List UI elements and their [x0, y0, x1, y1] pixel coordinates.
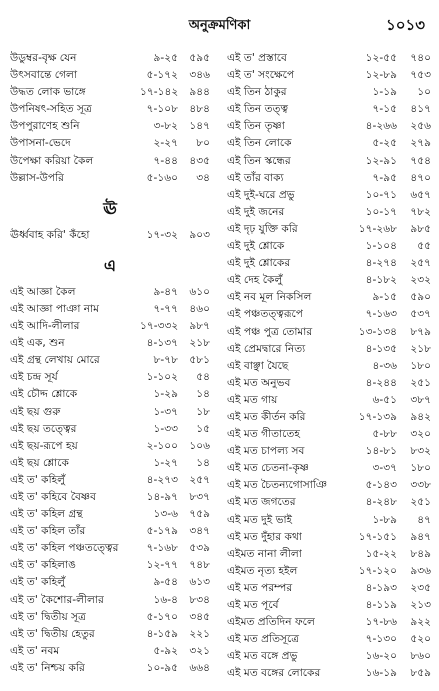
entry-page: ৫৮১ [189, 354, 210, 367]
index-entry [10, 660, 210, 677]
entry-reference: ১০-১৭ [365, 205, 397, 218]
entry-reference: ৭-৯৫ [372, 171, 397, 184]
index-entry [10, 421, 210, 438]
entry-text: এই মত পূর্বে [227, 599, 279, 611]
index-entry [227, 50, 431, 67]
entry-text: এই মত অনুভব [227, 376, 291, 389]
entry-reference: ৪-২৬৬ [365, 120, 397, 133]
entry-text: এই ত' দ্বিতীয় সূত্র [10, 610, 86, 623]
entry-page: ৮৩৭ [189, 490, 210, 503]
entry-text: এই মত বঙ্গে প্রভু [227, 650, 298, 663]
entry-text: উল্লাস-উপরি [10, 171, 64, 184]
entry-page: ৭৮২ [410, 205, 431, 218]
entry-page: ২১৩ [410, 599, 431, 611]
entry-reference: ১৬-১৯ [365, 667, 397, 680]
entry-text: এই দুই জনের [227, 205, 285, 218]
entry-text: এই মত গীতাতেহ [227, 428, 300, 441]
index-entry [10, 523, 210, 540]
entry-page: ১৮ [196, 405, 210, 418]
index-entry [10, 135, 210, 152]
entry-text: এই মত চেতনা-কৃষ্ণ [227, 462, 309, 475]
index-column-left [10, 50, 210, 677]
entry-reference: ২-১০০ [146, 439, 178, 452]
entry-reference: ১-২৭ [153, 456, 178, 469]
index-entry [227, 324, 431, 341]
entry-page: ১৫ [196, 422, 210, 435]
entry-text: এই মত গায় [227, 393, 278, 406]
entry-page: ৫৪ [196, 371, 210, 384]
entry-reference: ১-৩৩ [153, 422, 178, 435]
index-entry [10, 489, 210, 506]
entry-reference: ১৩-১৩৪ [358, 325, 397, 338]
entry-text: এই আদি-লীলার [10, 320, 80, 333]
index-entry [227, 597, 431, 614]
entry-text: এই আজ্ঞা পাঞা নাম [10, 302, 100, 315]
entry-text: এই চন্দ্র সূর্য [10, 371, 58, 384]
entry-text: এই মত পরম্পর [227, 581, 293, 594]
index-entry [227, 443, 431, 460]
entry-text: এই তিন তত্ত্ব [227, 103, 289, 116]
entry-reference: ৪-২৭৩ [146, 473, 178, 486]
index-entry [10, 227, 210, 244]
entry-reference: ৪-১৩৫ [365, 342, 397, 355]
entry-text: এই মত প্রতিসূত্রে [227, 633, 300, 646]
index-entry [10, 170, 210, 187]
section-letter-uu: ঊ [103, 198, 117, 218]
entry-page: ২২১ [189, 627, 210, 640]
entry-page: ৬১০ [189, 285, 210, 298]
index-entry [10, 50, 210, 67]
index-entry [227, 546, 431, 563]
entry-reference: ১-১৯ [372, 86, 397, 99]
index-entry [227, 614, 431, 631]
entry-page: ২৫৬ [410, 120, 431, 133]
entry-page: ৬১৩ [189, 576, 210, 589]
entry-text: উৎসবান্তে গেলা [10, 69, 78, 82]
entry-reference: ১০-৯৫ [146, 661, 178, 674]
entry-page: ১৮০ [410, 462, 431, 475]
entry-reference: ১২-৭৭ [146, 559, 178, 572]
entry-reference: ১৬-৪ [153, 593, 178, 606]
index-entry [227, 67, 431, 84]
entry-text: এইমত প্রতিদিন ফলে [227, 616, 315, 629]
entry-text: উপপুরাণেহ শুনি [10, 120, 80, 133]
index-entry [227, 118, 431, 135]
index-entry [10, 84, 210, 101]
entry-page: ৬৫৭ [410, 188, 431, 201]
index-entry [10, 118, 210, 135]
entry-page: ৩৪৭ [189, 525, 210, 538]
entry-reference: ৯-৪৭ [153, 285, 178, 298]
entry-text: উপনিষৎ-সহিত সূত্র [10, 103, 92, 116]
entry-reference: ১৩-৬ [153, 508, 178, 521]
entry-text: এই ত' প্রস্তাবে [227, 52, 287, 64]
index-entry [227, 631, 431, 648]
entry-page: ১০ [417, 86, 431, 99]
entry-text: এই ত' নবম [10, 644, 60, 657]
entry-text: এই ছয় শ্লোকে [10, 456, 69, 469]
index-group-e-continued [227, 50, 431, 682]
index-entry [227, 392, 431, 409]
entry-text: এই তিন তৃষ্ণা [227, 120, 285, 133]
entry-page: ১৪ [196, 388, 210, 401]
entry-text: এই বাঞ্ছা যৈছে [227, 359, 289, 372]
entry-reference: ৫-১৭৯ [146, 525, 178, 538]
index-column-right [227, 50, 431, 682]
entry-text: এই তিন লোকে [227, 137, 292, 150]
entry-page: ৭৫৩ [410, 69, 431, 82]
entry-page: ২৩৫ [410, 581, 431, 594]
entry-page: ৮৩৪ [189, 593, 210, 606]
index-entry [227, 272, 431, 289]
index-entry [10, 455, 210, 472]
entry-text: এই ত' কহিবে বৈষ্ণব [10, 490, 96, 503]
entry-text: এই তাঁর বাক্য [227, 171, 284, 184]
entry-page: ২৫৭ [410, 257, 431, 270]
entry-reference: ১-২৯ [153, 388, 178, 401]
entry-page: ৩৪ [196, 171, 210, 184]
entry-reference: ১৪-৯৭ [146, 490, 178, 503]
index-entry [227, 665, 431, 682]
entry-page: ৪৭০ [410, 171, 431, 184]
entry-text: এই ত' কৈশোর-লীলার [10, 593, 104, 606]
entry-page: ৯৪৭ [410, 530, 431, 543]
entry-page: ৩৮৭ [410, 393, 431, 406]
entry-page: ১৪ [196, 456, 210, 469]
entry-page: ৯৪২ [410, 410, 431, 423]
entry-reference: ৪-১৩৭ [146, 337, 178, 350]
entry-page: ৯৮৭ [189, 320, 210, 333]
entry-reference: ১৭-৩২ [146, 228, 178, 241]
entry-text: এই তিন স্কন্ধের [227, 154, 291, 167]
entry-text: উদ্ধত লোক ভাঙ্গে [10, 86, 86, 99]
entry-reference: ২-২৭ [153, 137, 178, 150]
index-entry [227, 529, 431, 546]
index-entry [10, 438, 210, 455]
entry-page: ৫৩৯ [189, 542, 210, 555]
entry-reference: ১৭-২৬৮ [358, 222, 397, 235]
index-entry [227, 563, 431, 580]
entry-text: এই পঞ্চ পুত্র তোমার [227, 325, 313, 338]
entry-page: ৮০ [196, 137, 210, 150]
index-entry [227, 101, 431, 118]
entry-page: ২৫১ [410, 496, 431, 509]
entry-text: এই তিন ঠাকুর [227, 86, 287, 99]
entry-text: এই ত' কহিল পঞ্চতত্ত্বের [10, 542, 119, 555]
entry-page: ৫৯০ [410, 291, 431, 304]
entry-reference: ৪-১৫৯ [146, 627, 178, 640]
entry-text: এই মত চাপল্য সব [227, 445, 305, 458]
index-entry [10, 301, 210, 318]
entry-page: ৮৭৯ [410, 325, 431, 338]
entry-page: ৫২০ [410, 633, 431, 646]
entry-text: এই মত জগতের [227, 496, 296, 509]
entry-text: এই মত বঙ্গের লোকের [227, 667, 321, 680]
entry-text: এই আজ্ঞা কৈল [10, 285, 76, 298]
index-entry [227, 477, 431, 494]
entry-text: এই গ্রন্থ লেখায় মোরে [10, 354, 100, 367]
entry-page: ৯৩৬ [410, 564, 431, 577]
entry-page: ৫৯৫ [189, 52, 210, 64]
index-group-u [10, 50, 210, 187]
index-entry [10, 506, 210, 523]
entry-page: ২১৮ [410, 342, 431, 355]
entry-reference: ৪-১৮২ [365, 274, 397, 287]
index-entry [227, 409, 431, 426]
entry-text: উডুম্বর-বৃক্ষ যেন [10, 52, 77, 64]
entry-reference: ৫-১৬০ [146, 171, 178, 184]
index-entry [10, 472, 210, 489]
entry-page: ১৮০ [410, 359, 431, 372]
entry-page: ৯২২ [410, 616, 431, 629]
entry-reference: ৯-৫৪ [153, 576, 178, 589]
entry-reference: ৫-৮৮ [372, 428, 397, 441]
entry-text: এই এক, শুন [10, 337, 65, 350]
entry-reference: ৪-২৪৮ [365, 496, 397, 509]
index-entry [227, 375, 431, 392]
index-entry [227, 170, 431, 187]
entry-page: ৪১৭ [410, 103, 431, 116]
entry-page: ৯০৩ [189, 228, 210, 241]
entry-reference: ৮-৭৮ [153, 354, 178, 367]
entry-reference: ১-১০৪ [365, 240, 397, 253]
entry-page: ৮৩২ [410, 445, 431, 458]
index-entry [10, 318, 210, 335]
entry-page: ৫৫ [417, 240, 431, 253]
entry-reference: ৬-৫১ [372, 393, 397, 406]
entry-text: এই দেহ কৈলুঁ [227, 274, 283, 287]
index-entry [10, 352, 210, 369]
entry-reference: ১৭-৩৩২ [140, 320, 179, 333]
entry-reference: ৪-২৭৪ [365, 257, 397, 270]
entry-page: ৩৩৮ [410, 479, 431, 492]
entry-page: ৩৪৬ [189, 69, 210, 82]
entry-page: ৪৬০ [189, 302, 210, 315]
entry-reference: ১৭-১৪২ [140, 86, 179, 99]
entry-page: ১০৬ [189, 439, 210, 452]
entry-text: এই নব মূল নিকসিল [227, 291, 312, 304]
index-entry [10, 284, 210, 301]
index-group-e [10, 284, 210, 677]
entry-page: ৮৪৯ [410, 547, 431, 560]
entry-reference: ৪-৩৬ [372, 359, 397, 372]
index-entry [227, 135, 431, 152]
entry-text: এই ত' কহিলুঁ [10, 576, 66, 589]
entry-text: এই পঞ্চতত্ত্বরূপে [227, 308, 303, 321]
entry-page: ২৫৭ [189, 473, 210, 486]
entry-text: এই মত দুই ভাই [227, 513, 293, 526]
entry-text: উপেক্ষা করিয়া কৈল [10, 154, 94, 167]
entry-reference: ১৭-৮৬ [365, 616, 397, 629]
index-entry [227, 512, 431, 529]
entry-text: ঊর্ধ্ববাহ করি' কঁহো [10, 228, 90, 241]
entry-reference: ৪-২৪৪ [365, 376, 397, 389]
index-entry [227, 494, 431, 511]
entry-reference: ৭-৭৭ [153, 302, 178, 315]
entry-reference: ১৭-১২০ [358, 564, 397, 577]
index-entry [10, 540, 210, 557]
entry-page: ৩২০ [410, 428, 431, 441]
index-entry [10, 67, 210, 84]
entry-text: এই মত দুঁহার কথা [227, 530, 302, 543]
entry-text: এই মত চৈতন্যগোসাঞি [227, 479, 328, 492]
entry-page: ৪৭ [417, 513, 431, 526]
entry-reference: ৫-২৫ [372, 137, 397, 150]
index-entry [227, 84, 431, 101]
entry-page: ৭৫৪ [410, 154, 431, 167]
index-entry [227, 289, 431, 306]
index-entry [227, 341, 431, 358]
entry-text: এই ত' কহিলাঙ [10, 559, 76, 572]
entry-text: এই ছয় গুরু [10, 405, 61, 418]
section-letter-e: এ [103, 255, 117, 275]
entry-reference: ১০-৭১ [365, 188, 397, 201]
entry-text: এই দুই শ্লোকের [227, 257, 291, 270]
entry-page: ২৭৯ [410, 137, 431, 150]
index-entry [227, 238, 431, 255]
entry-reference: ৭-১৩০ [365, 633, 397, 646]
entry-page: ২৩২ [410, 274, 431, 287]
index-entry [10, 153, 210, 170]
index-entry [227, 204, 431, 221]
index-entry [10, 335, 210, 352]
entry-reference: ১-১০২ [146, 371, 178, 384]
entry-text: এই দৃঢ় যুক্তি করি [227, 222, 298, 235]
entry-reference: ১২-৯১ [365, 154, 397, 167]
entry-reference: ৭-১০৮ [146, 103, 178, 116]
entry-text: এই দুই-ঘরে প্রভু [227, 188, 295, 201]
index-entry [227, 460, 431, 477]
index-entry [10, 386, 210, 403]
entry-text: এই চৌদ্দ শ্লোকে [10, 388, 78, 401]
entry-reference: ১-৮৯ [372, 513, 397, 526]
entry-reference: ৩-৮২ [153, 120, 178, 133]
entry-reference: ১৬-২০ [365, 650, 397, 663]
index-entry [10, 609, 210, 626]
entry-page: ৮৫৯ [410, 667, 431, 680]
entry-text: এই ত' কহিল গ্রন্থ [10, 508, 83, 521]
entry-reference: ১-৩৭ [153, 405, 178, 418]
index-entry [10, 643, 210, 660]
entry-text: উপাসনা-ভেদে [10, 137, 71, 150]
entry-page: ৫৩৭ [410, 308, 431, 321]
entry-page: ১৪৭ [189, 120, 210, 133]
entry-text: এইমত নৃত্য হইল [227, 564, 298, 577]
entry-reference: ৭-১৬৮ [146, 542, 178, 555]
index-entry [10, 626, 210, 643]
entry-reference: ৩-৩৭ [372, 462, 397, 475]
entry-text: এই ত' সংক্ষেপে [227, 69, 295, 82]
entry-page: ৭৪০ [410, 52, 431, 64]
entry-reference: ১২-৮৯ [365, 69, 397, 82]
entry-reference: ১৫-২২ [365, 547, 397, 560]
index-group-uu [10, 227, 210, 244]
index-entry [10, 404, 210, 421]
index-entry [227, 255, 431, 272]
entry-page: ৪৩৫ [189, 154, 210, 167]
index-entry [227, 221, 431, 238]
index-entry [227, 187, 431, 204]
index-entry [227, 648, 431, 665]
entry-text: এই ত' কহিলুঁ [10, 473, 66, 486]
entry-text: এই ত' কহিল তাঁর [10, 525, 86, 538]
entry-text: এই দুই শ্লোকে [227, 240, 285, 253]
entry-reference: ৯-২৫ [153, 52, 178, 64]
index-entry [227, 306, 431, 323]
entry-page: ৮৬০ [410, 650, 431, 663]
entry-reference: ১৭-১৫১ [358, 530, 397, 543]
index-entry [10, 574, 210, 591]
entry-reference: ৫-১৭২ [146, 69, 178, 82]
entry-page: ৩৪৫ [189, 610, 210, 623]
entry-page: ৯৮৫ [410, 222, 431, 235]
entry-page: ৪৮৪ [189, 103, 210, 116]
entry-page: ৩২১ [189, 644, 210, 657]
entry-text: এই ছয় তত্ত্বের [10, 422, 77, 435]
entry-reference: ১৪-৮১ [365, 445, 397, 458]
entry-text: এই ছয়-রূপে হয় [10, 439, 78, 452]
entry-page: ৭৫৯ [189, 508, 210, 521]
entry-reference: ৫-৯২ [153, 644, 178, 657]
index-entry [227, 426, 431, 443]
entry-reference: ৪-১১৯ [365, 599, 397, 611]
page-number: ১০১৩ [386, 16, 425, 34]
entry-reference: ৪-১৯৩ [365, 581, 397, 594]
entry-page: ৭৪৮ [189, 559, 210, 572]
entry-text: এইমত নানা লীলা [227, 547, 302, 560]
entry-text: এই ত' নিশ্চয় করি [10, 661, 85, 674]
entry-text: এই প্রেমদ্বারে নিত্য [227, 342, 306, 355]
entry-reference: ৭-১৫ [372, 103, 397, 116]
index-entry [10, 557, 210, 574]
index-entry [10, 592, 210, 609]
entry-page: ৯৪৪ [189, 86, 210, 99]
entry-page: ২৫১ [410, 376, 431, 389]
entry-reference: ১৭-১৩৯ [358, 410, 397, 423]
entry-reference: ৫-১৭০ [146, 610, 178, 623]
index-entry [227, 580, 431, 597]
entry-page: ২১৮ [189, 337, 210, 350]
entry-reference: ৭-৪৪ [153, 154, 178, 167]
index-entry [227, 153, 431, 170]
entry-text: এই ত' দ্বিতীয় হেতুর [10, 627, 95, 640]
entry-reference: ৭-১৬৩ [365, 308, 397, 321]
entry-text: এই মত কীর্তন করি [227, 410, 306, 423]
entry-page: ৬৬৪ [189, 661, 210, 674]
entry-reference: ৯-১৫ [372, 291, 397, 304]
page-title: অনুক্রমণিকা [188, 18, 251, 33]
entry-reference: ১২-৫৫ [365, 52, 397, 64]
index-entry [10, 101, 210, 118]
index-entry [10, 369, 210, 386]
index-entry [227, 358, 431, 375]
entry-reference: ৫-১৪৩ [365, 479, 397, 492]
